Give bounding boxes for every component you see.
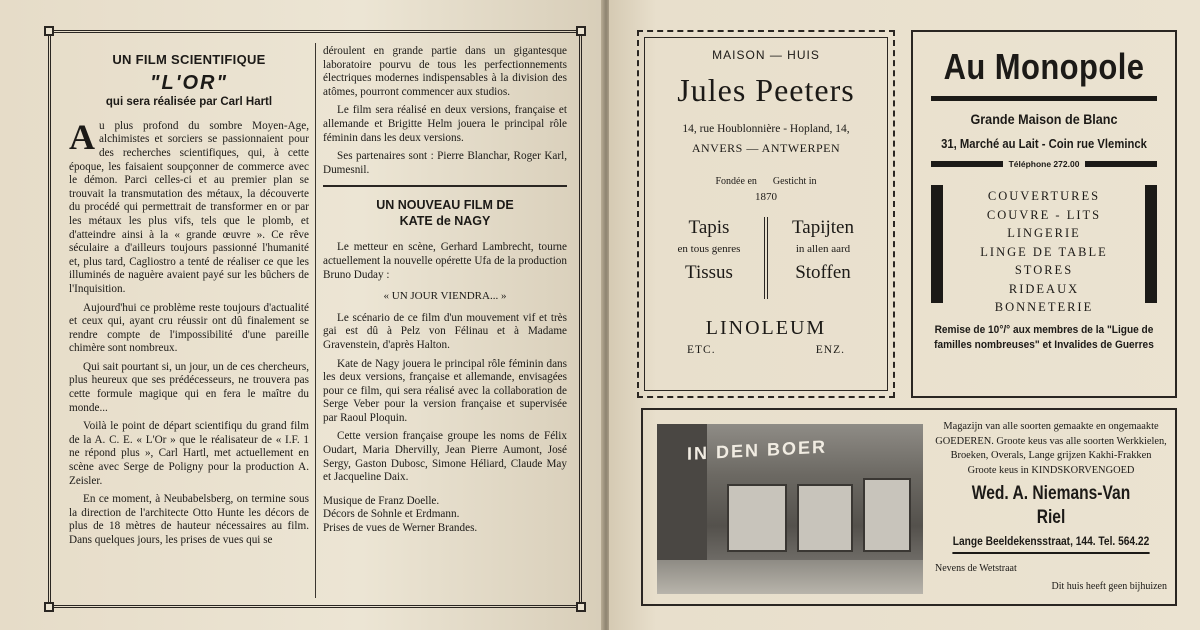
monopole-title: Au Monopole <box>943 46 1145 87</box>
niemans-advertisement <box>641 408 1177 606</box>
article1-title: "L'OR" <box>150 71 228 94</box>
company-address: 14, rue Houblonnière - Hopland, 14, <box>682 123 850 135</box>
products-dutch: Tapijten in allen aard Stoffen <box>792 217 854 283</box>
peeters-advertisement <box>637 30 895 398</box>
founded-labels: Fondée en Gesticht in <box>715 176 817 187</box>
shop-address: Lange Beeldekensstraat, 144. Tel. 564.22 <box>952 534 1149 554</box>
frame-corner-ornament <box>576 26 586 36</box>
left-page-frame <box>48 30 582 608</box>
frame-corner-ornament <box>44 602 54 612</box>
section-rule <box>323 185 567 187</box>
product-list-box <box>931 185 1157 314</box>
company-city: ANVERS — ANTWERPEN <box>691 141 841 155</box>
children-goods: Groote keus in KINDSKORVENGOED <box>967 464 1135 476</box>
article2-title: UN NOUVEAU FILM DE KATE de NAGY <box>376 198 514 229</box>
company-name: Jules Peeters <box>677 72 855 108</box>
list-item: STORES <box>1014 263 1074 277</box>
list-item: RIDEAUX <box>1008 281 1080 296</box>
article1-continuation: déroulent en grande partie dans un gigantesque laboratoire pourvu de tous les perfectionnements électriques modernes indispensables à la division des atômes, pourront commencer aux studios. <box>323 45 567 98</box>
monopole-subtitle: Grande Maison de Blanc <box>970 111 1118 127</box>
list-item: COUVRE - LITS <box>986 207 1102 222</box>
frame-corner-ornament <box>576 602 586 612</box>
title-bar <box>931 96 1157 101</box>
article2-paragraph: Le scénario de ce film d'un mouvement vif et très gai est dû à Pelz von Félinau et à Madame Gravenstein, d'après Halton. <box>323 311 567 351</box>
article-column-1 <box>69 45 309 553</box>
list-item: COUVERTURES <box>987 189 1101 203</box>
article1-continuation: Ses partenaires sont : Pierre Blanchar, Roger Karl, Dumesnil. <box>323 150 567 176</box>
right-page <box>609 0 1200 630</box>
article1-header: UN FILM SCIENTIFIQUE <box>112 52 266 67</box>
list-item: LINGE DE TABLE <box>980 244 1108 259</box>
article1-continuation: Le film sera réalisé en deux versions, française et allemande et Brigitte Helm jouera le principal rôle féminin dans les deux versions. <box>323 104 567 144</box>
niemans-text-block <box>935 420 1167 595</box>
frame-corner-ornament <box>44 26 54 36</box>
list-item: BONNETERIE <box>994 300 1094 314</box>
goods-description: Magazijn van alle soorten gemaakte en ongemaakte GOEDEREN. Groote keus vas alle soorten Werkkielen, Broeken, Overals, Lange grijzen Kakhi-Frakken <box>935 421 1167 461</box>
article2-film-title: « UN JOUR VIENDRA... » <box>383 290 507 303</box>
shop-sign: IN DEN BOER <box>687 436 828 464</box>
shop-window <box>863 478 911 552</box>
article1-subtitle: qui sera réalisée par Carl Hartl <box>105 96 273 109</box>
dropcap: A <box>69 116 95 157</box>
telephone-band <box>931 159 1157 169</box>
list-side-bar <box>1145 185 1157 303</box>
article2-paragraph: Kate de Nagy jouera le principal rôle féminin dans les deux versions, française et allemande, envisagées pour ce film, qui sera réalisé avec la collaboration de Serge Veber pour la version française et supervisée par Raoul Ploquin. <box>323 357 567 424</box>
ad-inner-border <box>644 37 888 391</box>
linoleum-label: LINOLEUM <box>705 317 827 339</box>
shop-window <box>797 484 853 552</box>
location-note: Nevens de Wetstraat <box>935 562 1017 574</box>
product-list <box>951 187 1137 317</box>
monopole-address: 31, Marché au Lait - Coin rue Vleminck <box>941 137 1147 151</box>
shop-window <box>727 484 787 552</box>
discount-remark: Remise de 10°/° aux membres de la "Ligue de familles nombreuses" et Invalides de Guerres <box>934 324 1154 351</box>
shop-owner-name: Wed. A. Niemans-Van Riel <box>971 483 1131 528</box>
article1-paragraph: Au plus profond du sombre Moyen-Age, alchimistes et sorciers se passionnaient pour des recherches scientifiques, qui, à cette époque, les faisaient soupçonner de commerce avec le démon. Parci celles-ci et au premier plan se trouvait la transmutation des métaux, la découverte du procédé qui permettrait de transformer en or par les métaux les plus vifs, tels que le plomb, et d'atteindre ainsi à la « grande œuvre ». Ce rêve séculaire a d'ailleurs toujours passionné l'humanité et, plus tard, Cagliostro a tenté de réaliser ce que les illuminés de naguère avaient payé sur les bûchers de l'Inquisition. <box>69 116 309 295</box>
maison-label: MAISON — HUIS <box>712 48 820 62</box>
street <box>657 560 923 594</box>
list-item: LINGERIE <box>1007 226 1081 240</box>
article2-credits: Musique de Franz Doelle. Décors de Sohnle et Erdmann. Prises de vues de Werner Brandes. <box>323 494 478 535</box>
founded-year: 1870 <box>755 191 777 203</box>
shopfront-photo <box>657 424 923 594</box>
article2-paragraph: Cette version française groupe les noms de Félix Oudart, Maria Dhervilly, Jean Pierre Aumont, José Sergy, Gaston Dubosc, Simone Héliard, Claude May et Jacqueline Daix. <box>323 430 567 484</box>
list-side-bar <box>931 185 943 303</box>
column-divider <box>315 43 316 598</box>
telephone-number: Téléphone 272.00 <box>1008 159 1080 169</box>
products-french: Tapis en tous genres Tissus <box>677 217 741 283</box>
article-column-2 <box>323 45 567 536</box>
no-branches-note: Dit huis heeft geen bijhuizen <box>1051 581 1167 592</box>
monopole-advertisement <box>911 30 1177 398</box>
article1-paragraph: Aujourd'hui ce problème reste toujours d'actualité et ceux qui, ayant cru réussir ont dû finalement se rendre compte de l'impossibilité d'une pareille chimère sont nombreux. <box>69 301 309 355</box>
article2-intro: Le metteur en scène, Gerhard Lambrecht, tourne actuellement la nouvelle opérette Ufa de la production Bruno Duday : <box>323 241 567 281</box>
article1-paragraph: Voilà le point de départ scientifiqu du grand film de la A. C. E. « L'Or » que le réalisateur de « I.F. 1 ne répond plus », Carl Hartl, met actuellement en scène avec Serge de Poligny pour la production A. Zeisler. <box>69 420 309 487</box>
article1-paragraph: Qui sait pourtant si, un jour, un de ces chercheurs, plus heureux que ses prédécesseurs, ne trouvera pas cette formule magique qui en fera le maître du monde... <box>69 360 309 414</box>
article1-paragraph: En ce moment, à Neubabelsberg, on termine sous la direction de l'architecte Otto Hunte les décors de plus de 18 mètres de hauteur nécessaires au film. Dans quelques jours, les prises de vues qui se <box>69 493 309 546</box>
etc-labels: ETC. ENZ. <box>687 344 845 356</box>
